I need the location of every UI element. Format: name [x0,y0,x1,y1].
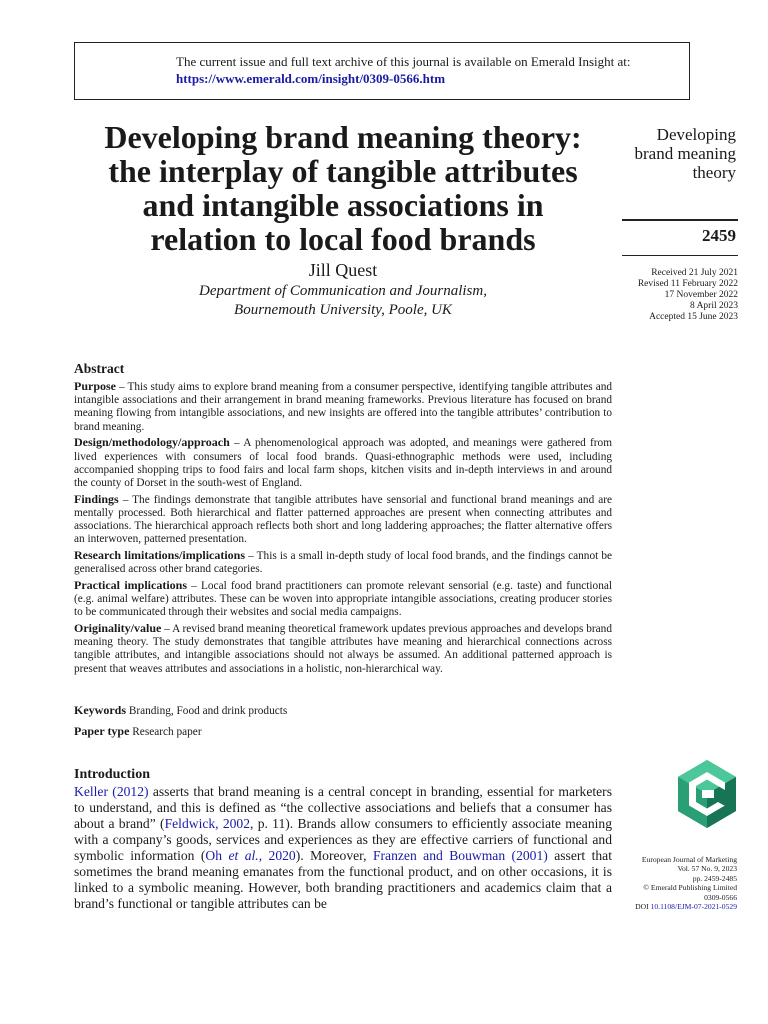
sidebar-rule-top [622,219,738,221]
citation-link[interactable]: Franzen and Bouwman (2001) [372,848,548,863]
abstract-section [74,549,612,576]
paper-type-label: Paper type [74,724,130,738]
affiliation-line: Bournemouth University, Poole, UK [234,302,452,318]
banner-url-link[interactable]: https://www.emerald.com/insight/0309-0566.htm [176,71,446,86]
abstract-section [74,579,612,620]
running-title-line: brand meaning [634,144,736,163]
keywords [74,703,612,718]
title-line: the interplay of tangible attributes [108,153,578,189]
abstract-section-text: The findings demonstrate that tangible attributes have sensorial and functional brand meanings and are mentally processed. Both hierarchical and flatter patterned approaches are present when connecting attributes and associations. The hierarchical approach reflects both short and long laddering approaches; the flatter alternative offers an interwoven, patterned presentation. [74,493,612,546]
running-title [604,125,736,182]
title-line: and intangible associations in [142,187,544,223]
intro-text: ). Moreover, [295,848,373,863]
citation-link[interactable]: Feldwick, 2002 [164,816,251,831]
title-line: relation to local food brands [150,221,536,257]
abstract-heading: Abstract [74,361,125,376]
introduction-body [74,784,612,912]
journal-name: European Journal of Marketing [641,855,737,864]
abstract-section-text: A revised brand meaning theoretical framework updates previous approaches and develops brand meaning theory. The study demonstrates that tangible attributes have meaning and hierarchical connections across tangible attributes, and intangible associations should not always be assumed. An additional patterned approach is present that weaves attributes and associations in a holistic, non-hierarchical way. [74,622,612,675]
archive-banner [74,42,690,100]
citation-link[interactable]: et al. [228,848,259,863]
doi-label: DOI [635,902,649,912]
date-received: Received 21 July 2021 [651,268,738,278]
emerald-logo [678,760,736,828]
journal-info [604,855,737,911]
journal-pages: pp. 2459-2485 [692,873,737,883]
abstract-section [74,436,612,490]
abstract-section-text: A phenomenological approach was adopted, and meanings were gathered from lived experiences with consumers of local food brands. Quasi-ethnographic methods were used, including accompanied shopping trips to food fairs and local farm shops, kitchen visits and in-depth interviews in and around the county of Dorset in the south-west of England. [74,437,612,489]
paper-type [74,724,612,739]
abstract-section-text: Local food brand practitioners can promote relevant sensorial (e.g. taste) and functional (e.g. animal welfare) attributes. These can be woven into appropriate intangible associations, creating producer stories to be communicated through their websites and social media campaigns. [74,579,612,619]
running-title-line: theory [692,163,736,182]
abstract-separator: – [161,622,173,635]
abstract-section [74,380,612,434]
author-affiliation [74,282,612,320]
intro-text: , p. 11). Brands allow consumers to efficiently associate meaning with a company’s goods, services and experiences as they are effective carriers of functional and symbolic information ( [74,816,612,863]
abstract-section-label: Findings [74,491,119,506]
article-title [74,120,612,256]
page-number: 2459 [702,226,736,245]
date-accepted: Accepted 15 June 2023 [649,312,738,322]
date-revised: 8 April 2023 [689,301,738,311]
abstract-section [74,622,612,676]
abstract-section [74,493,612,547]
paper-type-text: Research paper [132,726,202,738]
abstract-separator: – [187,579,201,592]
date-revised: 17 November 2022 [664,290,738,300]
abstract-separator: – [245,549,257,562]
abstract-separator: – [116,381,128,393]
abstract-section-label: Design/methodology/approach [74,435,230,450]
publication-dates [604,268,738,323]
keywords-text: Branding, Food and drink products [128,705,288,717]
citation-link[interactable]: Oh [205,848,229,863]
abstract-body [74,380,612,678]
date-revised: Revised 11 February 2022 [637,279,738,289]
abstract-separator: – [229,437,244,450]
author-name: Jill Quest [308,260,378,280]
abstract-section-text: This study aims to explore brand meaning from a consumer perspective, identifying tangible attributes and intangible associations and their arrangement in brand meaning frameworks. Previous literature has focused on brand meaning flowing from intangible associations, and new insights are offered into the tangible attributes’ contribution to brand meaning. [74,381,613,433]
journal-copyright: © Emerald Publishing Limited [643,883,737,893]
banner-text: The current issue and full text archive of this journal is available on Emerald Insight at: [176,54,631,69]
keywords-label: Keywords [74,703,126,717]
sidebar-rule-bottom [622,255,738,256]
title-line: Developing brand meaning theory: [104,119,582,155]
journal-issn: 0309-0566 [704,892,737,902]
journal-volume: Vol. 57 No. 9, 2023 [677,864,737,874]
abstract-section-text: This is a small in-depth study of local food brands, and the findings cannot be generalised across other brand categories. [74,549,612,576]
citation-link[interactable]: Keller (2012) [74,784,149,799]
intro-text: asserts that brand meaning is a central concept in branding, essential for marketers to understand, and this is defined as “the collective associations and beliefs that a consumer has about a brand” ( [74,784,612,831]
journal-doi [604,902,737,911]
abstract-section-label: Practical implications [74,577,187,592]
citation-link[interactable]: , 2020 [258,848,296,863]
running-title-line: Developing [656,125,736,144]
intro-text: assert that sometimes the brand meaning emanates from the functional product, and on other occasions, it is linked to a symbolic meaning. However, both branding practitioners and academics claim that a brand’s functional or tangible attributes can be [74,848,612,911]
abstract-section-label: Originality/value [74,620,162,635]
abstract-section-label: Research limitations/implications [74,547,246,562]
abstract-separator: – [118,493,133,506]
doi-link[interactable]: 10.1108/EJM-07-2021-0529 [650,902,737,912]
affiliation-line: Department of Communication and Journalism, [199,283,487,299]
introduction-heading: Introduction [74,767,150,782]
abstract-section-label: Purpose [74,379,116,393]
